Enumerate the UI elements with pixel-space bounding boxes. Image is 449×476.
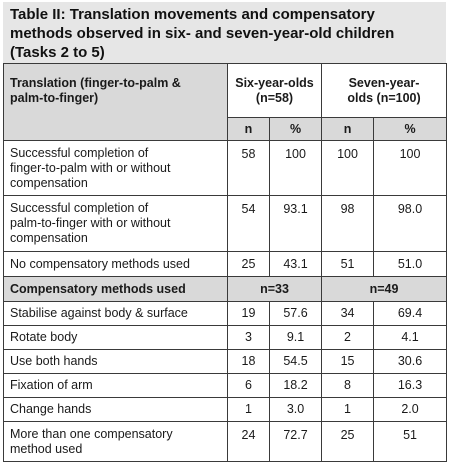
table-row [4, 398, 447, 422]
table-title-line: Table II: Translation movements and compensatory [10, 6, 375, 23]
seven-pct-cell: 30.6 [374, 350, 447, 374]
table-row [4, 326, 447, 350]
six-pct-cell: 57.6 [270, 302, 322, 326]
six-year-olds-header: Six-year-olds (n=58) [228, 64, 322, 118]
six-pct-cell: 43.1 [270, 252, 322, 277]
translation-column-header: Translation (finger-to-palm & palm-to-finger) [4, 64, 228, 141]
seven-compensatory-n: n=49 [322, 277, 447, 302]
row-label: Fixation of arm [4, 374, 228, 398]
six-n-cell: 1 [228, 398, 270, 422]
six-n-cell: 6 [228, 374, 270, 398]
seven-pct-cell: 2.0 [374, 398, 447, 422]
row-label: Successful completion of palm-to-finger with or without compensation [4, 196, 228, 252]
seven-pct-cell: 100 [374, 141, 447, 196]
six-n-cell: 25 [228, 252, 270, 277]
seven-pct-cell: 51 [374, 422, 447, 462]
seven-n-cell: 15 [322, 350, 374, 374]
seven-n-cell: 100 [322, 141, 374, 196]
row-label: Rotate body [4, 326, 228, 350]
compensatory-header-label: Compensatory methods used [4, 277, 228, 302]
six-pct-cell: 54.5 [270, 350, 322, 374]
seven-pct-header: % [374, 118, 447, 141]
table-row [4, 422, 447, 462]
table-title [3, 2, 446, 63]
seven-n-cell: 8 [322, 374, 374, 398]
table-row [4, 141, 447, 196]
six-n-cell: 24 [228, 422, 270, 462]
table-row [4, 350, 447, 374]
header-row [4, 64, 447, 118]
results-table [3, 63, 446, 474]
row-label: Use both hands [4, 350, 228, 374]
six-pct-header: % [270, 118, 322, 141]
seven-n-cell: 34 [322, 302, 374, 326]
seven-pct-cell: 51.0 [374, 252, 447, 277]
seven-n-cell: 25 [322, 422, 374, 462]
six-n-cell: 19 [228, 302, 270, 326]
six-n-cell: 58 [228, 141, 270, 196]
compensatory-header-row [4, 277, 447, 302]
seven-pct-cell: 98.0 [374, 196, 447, 252]
row-label: Stabilise against body & surface [4, 302, 228, 326]
row-label: More than one compensatory method used [4, 422, 228, 462]
table-row [4, 302, 447, 326]
seven-n-cell: 98 [322, 196, 374, 252]
six-pct-cell: 9.1 [270, 326, 322, 350]
table-title-line: (Tasks 2 to 5) [10, 44, 105, 61]
six-pct-cell: 72.7 [270, 422, 322, 462]
seven-year-olds-header: Seven-year- olds (n=100) [322, 64, 447, 118]
six-pct-cell: 100 [270, 141, 322, 196]
seven-pct-cell: 69.4 [374, 302, 447, 326]
seven-n-header: n [322, 118, 374, 141]
table-row [4, 252, 447, 277]
table-row [4, 196, 447, 252]
six-pct-cell: 93.1 [270, 196, 322, 252]
seven-n-cell: 1 [322, 398, 374, 422]
six-pct-cell: 3.0 [270, 398, 322, 422]
table-title-line: methods observed in six- and seven-year-old children [10, 25, 395, 42]
row-label: No compensatory methods used [4, 252, 228, 277]
seven-pct-cell: 16.3 [374, 374, 447, 398]
row-label: Change hands [4, 398, 228, 422]
seven-pct-cell: 4.1 [374, 326, 447, 350]
six-compensatory-n: n=33 [228, 277, 322, 302]
six-pct-cell: 18.2 [270, 374, 322, 398]
six-n-cell: 54 [228, 196, 270, 252]
seven-n-cell: 51 [322, 252, 374, 277]
six-n-header: n [228, 118, 270, 141]
table-row [4, 374, 447, 398]
row-label: Successful completion of finger-to-palm with or without compensation [4, 141, 228, 196]
six-n-cell: 3 [228, 326, 270, 350]
seven-n-cell: 2 [322, 326, 374, 350]
six-n-cell: 18 [228, 350, 270, 374]
